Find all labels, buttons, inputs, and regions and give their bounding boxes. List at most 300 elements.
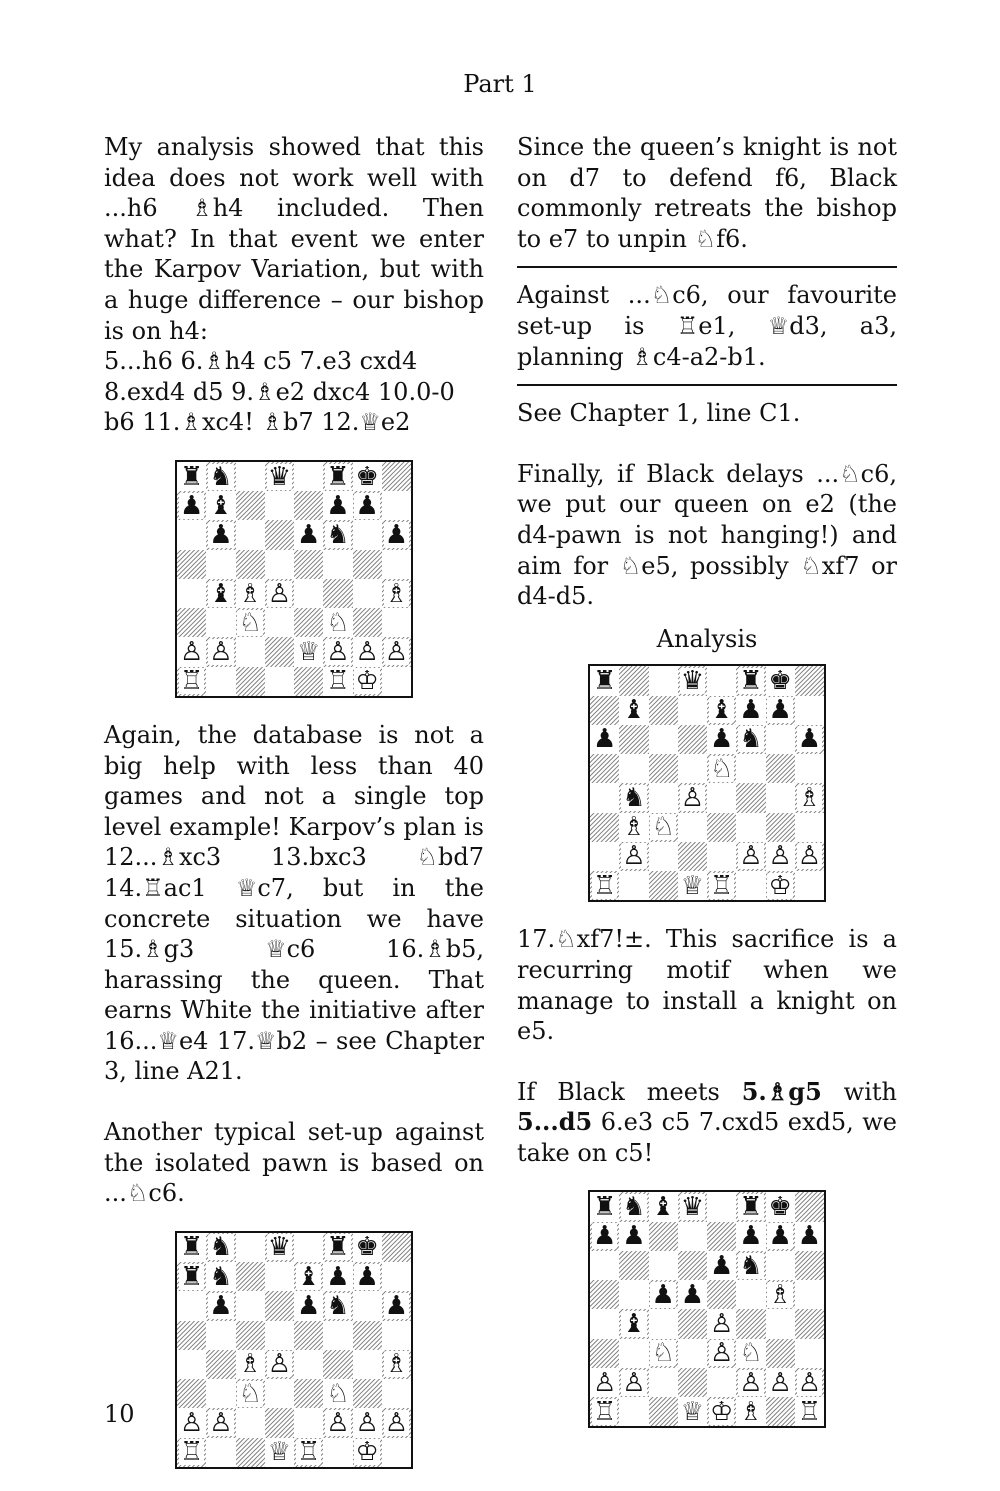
white-pawn-icon: ♙: [209, 1407, 233, 1438]
black-pawn-icon: ♟: [384, 1290, 409, 1321]
board-square: [707, 1309, 736, 1338]
board-square: [590, 1222, 619, 1251]
black-king-icon: ♚: [768, 1192, 792, 1223]
board-square: [590, 725, 619, 754]
board-square: [649, 871, 678, 900]
board-square: [619, 1309, 648, 1338]
white-knight-icon: ♘: [326, 1378, 350, 1409]
white-pawn-icon: ♙: [326, 637, 350, 668]
board-square: [795, 783, 824, 812]
board-square: [265, 667, 294, 696]
board-square: [707, 1222, 736, 1251]
board-square: [265, 608, 294, 637]
board-square: [236, 608, 265, 637]
board-square: [590, 813, 619, 842]
black-knight-icon: ♞: [622, 1192, 646, 1223]
board-square: [707, 1251, 736, 1280]
black-rook-icon: ♜: [592, 1192, 617, 1223]
board-square: [736, 1397, 765, 1426]
board-square: [619, 1339, 648, 1368]
board-square: [382, 1379, 411, 1408]
board-square: [353, 637, 382, 666]
board-square: [590, 1280, 619, 1309]
board-square: [736, 871, 765, 900]
board-square: [177, 579, 206, 608]
white-pawn-icon: ♙: [384, 637, 409, 668]
board-square: [590, 1309, 619, 1338]
paragraph: 17.♘xf7!±. This sacrifice is a recurring motif when we manage to install a knight on e5.: [517, 925, 897, 1046]
board-square: [736, 1309, 765, 1338]
board-square: [590, 1397, 619, 1426]
white-pawn-icon: ♙: [622, 841, 646, 872]
board-square: [678, 1339, 707, 1368]
white-bishop-icon: ♗: [797, 782, 822, 813]
board-square: [353, 462, 382, 491]
black-queen-icon: ♛: [680, 1192, 705, 1223]
board-square: [353, 608, 382, 637]
board-square: [619, 666, 648, 695]
white-knight-icon: ♘: [651, 812, 675, 843]
board-square: [678, 1192, 707, 1221]
board-square: [294, 1438, 323, 1467]
left-column: [104, 132, 484, 1491]
black-pawn-icon: ♟: [797, 1221, 822, 1252]
board-square: [294, 1291, 323, 1320]
black-bishop-icon: ♝: [209, 490, 233, 521]
board-square: [236, 1291, 265, 1320]
board-square: [766, 813, 795, 842]
white-pawn-icon: ♙: [384, 1407, 409, 1438]
board-square: [265, 1438, 294, 1467]
board-square: [206, 1438, 235, 1467]
board-square: [206, 1233, 235, 1262]
white-knight-icon: ♘: [238, 1378, 262, 1409]
board-square: [236, 1350, 265, 1379]
board-square: [678, 842, 707, 871]
white-rook-icon: ♖: [709, 870, 734, 901]
board-square: [294, 579, 323, 608]
board-square: [236, 579, 265, 608]
white-pawn-icon: ♙: [267, 578, 292, 609]
board-square: [382, 491, 411, 520]
paragraph: See Chapter 1, line C1.: [517, 399, 801, 428]
black-rook-icon: ♜: [326, 461, 350, 492]
board-square: [795, 696, 824, 725]
board-square: [353, 1291, 382, 1320]
black-rook-icon: ♜: [179, 1232, 204, 1263]
paragraph: Finally, if Black delays ...♘c6, we put our queen on e2 (the d4-pawn is not hanging!) and aim for ♘e5, possibly ♘xf7 or d4-d5.: [517, 459, 897, 611]
black-pawn-icon: ♟: [768, 695, 792, 726]
board-square: [766, 1280, 795, 1309]
board-square: [590, 871, 619, 900]
board-square: [590, 1192, 619, 1221]
board-square: [236, 637, 265, 666]
boxed-note: Against ...♘c6, our favourite set-up is ♖e1, ♕d3, a3, planning ♗c4-a2-b1.: [517, 281, 897, 371]
black-rook-icon: ♜: [739, 1192, 763, 1223]
white-knight-icon: ♘: [709, 753, 734, 784]
board-square: [707, 871, 736, 900]
board-square: [707, 666, 736, 695]
black-queen-icon: ♛: [267, 1232, 292, 1263]
board-square: [619, 1251, 648, 1280]
board-square: [265, 1233, 294, 1262]
board-square: [736, 696, 765, 725]
board-square: [590, 696, 619, 725]
black-knight-icon: ♞: [326, 1290, 350, 1321]
board-square: [206, 550, 235, 579]
board-square: [294, 1233, 323, 1262]
board-square: [265, 1350, 294, 1379]
white-pawn-icon: ♙: [326, 1407, 350, 1438]
board-square: [323, 637, 352, 666]
board-square: [382, 1233, 411, 1262]
white-rook-icon: ♖: [179, 666, 204, 697]
board-square: [707, 1397, 736, 1426]
white-queen-icon: ♕: [680, 1396, 705, 1427]
board-square: [795, 1251, 824, 1280]
board-square: [736, 1222, 765, 1251]
board-square: [766, 1397, 795, 1426]
black-queen-icon: ♛: [680, 665, 705, 696]
board-square: [206, 1408, 235, 1437]
board-square: [382, 1350, 411, 1379]
board-square: [382, 637, 411, 666]
white-pawn-icon: ♙: [768, 841, 792, 872]
board-square: [795, 813, 824, 842]
board-square: [206, 520, 235, 549]
board-square: [678, 1280, 707, 1309]
board-square: [382, 667, 411, 696]
board-square: [236, 1408, 265, 1437]
board-square: [619, 1397, 648, 1426]
board-square: [649, 1192, 678, 1221]
black-king-icon: ♚: [355, 1232, 379, 1263]
board-square: [619, 1280, 648, 1309]
black-pawn-icon: ♟: [326, 1261, 350, 1292]
board-square: [323, 491, 352, 520]
board-square: [766, 1309, 795, 1338]
board-square: [177, 462, 206, 491]
board-square: [678, 754, 707, 783]
black-pawn-icon: ♟: [768, 1221, 792, 1252]
board-square: [353, 1408, 382, 1437]
board-square: [294, 491, 323, 520]
board-square: [323, 1350, 352, 1379]
board-square: [265, 491, 294, 520]
black-pawn-icon: ♟: [709, 1250, 734, 1281]
black-pawn-icon: ♟: [592, 724, 617, 755]
board-square: [265, 520, 294, 549]
board-square: [206, 1291, 235, 1320]
white-queen-icon: ♕: [296, 637, 321, 668]
board-square: [177, 637, 206, 666]
board-square: [736, 842, 765, 871]
board-square: [323, 1438, 352, 1467]
white-knight-icon: ♘: [326, 607, 350, 638]
board-square: [206, 1379, 235, 1408]
black-pawn-icon: ♟: [592, 1221, 617, 1252]
board-square: [649, 1368, 678, 1397]
board-square: [619, 783, 648, 812]
board-square: [766, 1192, 795, 1221]
black-pawn-icon: ♟: [709, 724, 734, 755]
board-square: [177, 1321, 206, 1350]
page-number: 10: [104, 1400, 135, 1428]
board-square: [736, 1339, 765, 1368]
board-square: [177, 1291, 206, 1320]
board-square: [323, 1262, 352, 1291]
board-square: [678, 813, 707, 842]
board-square: [678, 1397, 707, 1426]
board-square: [649, 783, 678, 812]
white-king-icon: ♔: [709, 1396, 734, 1427]
board-square: [795, 754, 824, 783]
rule-bottom: [517, 384, 897, 386]
board-square: [323, 579, 352, 608]
board-square: [795, 1222, 824, 1251]
paragraph: If Black meets 5.♗g5 with 5...d5 6.e3 c5 7.cxd5 exd5, we take on c5!: [517, 1076, 897, 1167]
board-square: [382, 1408, 411, 1437]
black-knight-icon: ♞: [739, 724, 763, 755]
board-square: [265, 637, 294, 666]
board-square: [294, 1321, 323, 1350]
board-square: [323, 1233, 352, 1262]
board-square: [766, 696, 795, 725]
board-square: [206, 667, 235, 696]
black-knight-icon: ♞: [326, 520, 350, 551]
board-square: [177, 1233, 206, 1262]
board-square: [795, 842, 824, 871]
board-square: [382, 462, 411, 491]
board-square: [766, 842, 795, 871]
board-square: [353, 667, 382, 696]
white-king-icon: ♔: [355, 666, 379, 697]
white-pawn-icon: ♙: [797, 1367, 822, 1398]
board-square: [707, 1280, 736, 1309]
board-square: [323, 1379, 352, 1408]
board-square: [707, 813, 736, 842]
board-square: [382, 1321, 411, 1350]
board-square: [766, 1222, 795, 1251]
black-bishop-icon: ♝: [651, 1192, 675, 1223]
board-square: [294, 637, 323, 666]
board-square: [795, 666, 824, 695]
board-square: [353, 520, 382, 549]
board-square: [795, 1339, 824, 1368]
white-pawn-icon: ♙: [209, 637, 233, 668]
board-square: [323, 550, 352, 579]
board-square: [265, 550, 294, 579]
board-square: [736, 783, 765, 812]
white-king-icon: ♔: [768, 870, 792, 901]
diagram-caption: Analysis: [656, 624, 758, 653]
board-square: [265, 1262, 294, 1291]
board-square: [294, 1350, 323, 1379]
board-square: [382, 1262, 411, 1291]
white-pawn-icon: ♙: [267, 1349, 292, 1380]
board-square: [265, 1321, 294, 1350]
board-square: [177, 520, 206, 549]
white-pawn-icon: ♙: [179, 1407, 204, 1438]
board-square: [736, 1192, 765, 1221]
black-pawn-icon: ♟: [355, 1261, 379, 1292]
board-square: [707, 783, 736, 812]
black-pawn-icon: ♟: [739, 1221, 763, 1252]
black-pawn-icon: ♟: [209, 520, 233, 551]
board-square: [323, 1291, 352, 1320]
board-square: [265, 1408, 294, 1437]
board-square: [382, 1291, 411, 1320]
board-square: [323, 1321, 352, 1350]
white-rook-icon: ♖: [797, 1396, 822, 1427]
board-square: [736, 725, 765, 754]
board-square: [795, 1192, 824, 1221]
board-square: [649, 725, 678, 754]
white-pawn-icon: ♙: [680, 782, 705, 813]
board-square: [294, 608, 323, 637]
white-knight-icon: ♘: [238, 607, 262, 638]
white-pawn-icon: ♙: [179, 637, 204, 668]
board-square: [619, 1368, 648, 1397]
black-pawn-icon: ♟: [296, 520, 321, 551]
board-square: [619, 1222, 648, 1251]
board-square: [678, 1309, 707, 1338]
white-bishop-icon: ♗: [768, 1279, 792, 1310]
black-pawn-icon: ♟: [622, 1221, 646, 1252]
board-square: [707, 842, 736, 871]
board-square: [236, 1262, 265, 1291]
board-square: [619, 754, 648, 783]
board-square: [294, 550, 323, 579]
board-square: [353, 550, 382, 579]
board-square: [736, 1280, 765, 1309]
white-pawn-icon: ♙: [797, 841, 822, 872]
white-knight-icon: ♘: [739, 1338, 763, 1369]
white-pawn-icon: ♙: [709, 1309, 734, 1340]
board-square: [678, 1222, 707, 1251]
board-square: [294, 1262, 323, 1291]
board-square: [353, 491, 382, 520]
black-queen-icon: ♛: [267, 461, 292, 492]
black-pawn-icon: ♟: [209, 1290, 233, 1321]
board-square: [678, 1251, 707, 1280]
board-square: [177, 1350, 206, 1379]
right-column: [517, 132, 897, 1450]
white-king-icon: ♔: [355, 1437, 379, 1468]
board-square: [206, 1350, 235, 1379]
board-square: [265, 579, 294, 608]
black-bishop-icon: ♝: [296, 1261, 321, 1292]
paragraph: Another typical set-up against the isolated pawn is based on ...♘c6.: [104, 1118, 484, 1208]
white-bishop-icon: ♗: [739, 1396, 763, 1427]
black-pawn-icon: ♟: [179, 490, 204, 521]
white-pawn-icon: ♙: [355, 637, 379, 668]
board-square: [206, 637, 235, 666]
board-square: [206, 462, 235, 491]
chess-diagram: [588, 664, 826, 902]
board-square: [795, 1397, 824, 1426]
black-king-icon: ♚: [768, 665, 792, 696]
board-square: [353, 1379, 382, 1408]
board-square: [707, 1368, 736, 1397]
board-square: [177, 491, 206, 520]
board-square: [590, 666, 619, 695]
board-square: [736, 754, 765, 783]
board-square: [206, 608, 235, 637]
black-king-icon: ♚: [355, 461, 379, 492]
board-square: [382, 550, 411, 579]
board-square: [649, 666, 678, 695]
black-rook-icon: ♜: [739, 665, 763, 696]
black-pawn-icon: ♟: [326, 490, 350, 521]
black-pawn-icon: ♟: [680, 1279, 705, 1310]
board-square: [766, 725, 795, 754]
black-knight-icon: ♞: [209, 461, 233, 492]
board-square: [236, 1438, 265, 1467]
white-bishop-icon: ♗: [384, 578, 409, 609]
board-square: [678, 725, 707, 754]
chess-diagram: [175, 460, 413, 698]
board-square: [294, 1379, 323, 1408]
board-square: [795, 1309, 824, 1338]
black-pawn-icon: ♟: [384, 520, 409, 551]
board-square: [707, 1339, 736, 1368]
board-square: [353, 579, 382, 608]
board-square: [619, 813, 648, 842]
white-pawn-icon: ♙: [592, 1367, 617, 1398]
black-knight-icon: ♞: [739, 1250, 763, 1281]
board-square: [177, 1379, 206, 1408]
black-pawn-icon: ♟: [355, 490, 379, 521]
board-square: [294, 520, 323, 549]
board-square: [766, 1368, 795, 1397]
board-square: [649, 1280, 678, 1309]
white-rook-icon: ♖: [592, 1396, 617, 1427]
move-sequence: 5...h6 6.♗h4 c5 7.e3 cxd4 8.exd4 d5 9.♗e2 dxc4 10.0-0 b6 11.♗xc4! ♗b7 12.♕e2: [104, 347, 455, 437]
board-square: [177, 667, 206, 696]
board-square: [619, 696, 648, 725]
board-square: [353, 1321, 382, 1350]
white-queen-icon: ♕: [680, 870, 705, 901]
black-knight-icon: ♞: [622, 782, 646, 813]
black-pawn-icon: ♟: [651, 1279, 675, 1310]
board-square: [323, 1408, 352, 1437]
board-square: [795, 1368, 824, 1397]
black-bishop-icon: ♝: [622, 695, 646, 726]
board-square: [649, 1339, 678, 1368]
board-square: [795, 871, 824, 900]
board-square: [206, 1321, 235, 1350]
board-square: [649, 1222, 678, 1251]
board-square: [353, 1350, 382, 1379]
board-square: [736, 1368, 765, 1397]
board-square: [766, 1251, 795, 1280]
board-square: [678, 871, 707, 900]
board-square: [649, 1251, 678, 1280]
board-square: [177, 608, 206, 637]
board-square: [649, 1309, 678, 1338]
board-square: [236, 1321, 265, 1350]
board-square: [206, 1262, 235, 1291]
board-square: [678, 666, 707, 695]
board-square: [590, 1251, 619, 1280]
board-square: [236, 462, 265, 491]
board-square: [736, 813, 765, 842]
board-square: [177, 550, 206, 579]
board-square: [236, 1379, 265, 1408]
white-rook-icon: ♖: [296, 1437, 321, 1468]
white-bishop-icon: ♗: [384, 1349, 409, 1380]
